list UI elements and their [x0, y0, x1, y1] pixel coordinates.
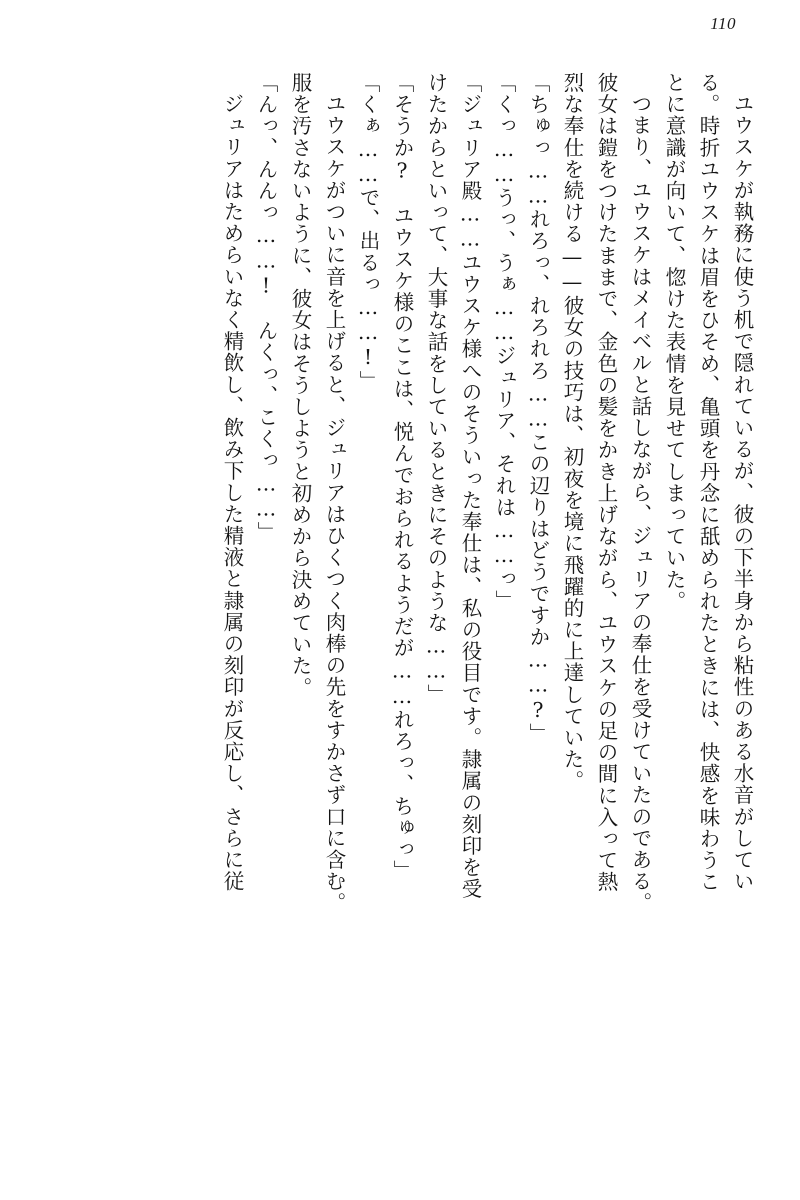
text-line: 「くぁ……で、出るっ……!」 — [356, 72, 380, 392]
text-line: つまり、ユウスケはメイベルと話しながら、ジュリアの奉仕を受けていたのである。 — [628, 93, 652, 914]
text-line: 服を汚さないように、彼女はそうしようと初めから決めていた。 — [288, 72, 312, 699]
text-line: 「んっ、んんっ……! んくっ、こくっ……」 — [254, 72, 278, 544]
text-line: 「くっ……うっ、うぁ……ジュリア、それは……っ」 — [492, 72, 516, 612]
text-line: ユウスケがついに音を上げると、ジュリアはひくつく肉棒の先をすかさず口に含む。 — [322, 93, 346, 914]
text-line: 「ちゅっ……れろっ、れろれろ……この辺りはどうですか……?」 — [526, 72, 550, 745]
text-line: 彼女は鎧をつけたままで、金色の髪をかき上げながら、ユウスケの足の間に入って熱 — [594, 72, 618, 893]
body-text-block — [40, 72, 752, 1160]
text-line: ジュリアはためらいなく精飲し、飲み下した精液と隷属の刻印が反応し、さらに従 — [220, 93, 244, 893]
text-line: とに意識が向いて、惚けた表情を見せてしまっていた。 — [662, 72, 686, 612]
text-line: 「そうか? ユウスケ様のここは、悦んでおられるようだが……れろっ、ちゅっ」 — [390, 72, 414, 882]
text-line: 烈な奉仕を続ける——彼女の技巧は、初夜を境に飛躍的に上達していた。 — [560, 72, 584, 792]
text-line: 「ジュリア殿……ユウスケ様へのそういった奉仕は、私の役目です。隷属の刻印を受 — [458, 72, 482, 900]
text-line: る。時折ユウスケは眉をひそめ、亀頭を丹念に舐められたときには、快感を味わうこ — [696, 72, 720, 893]
text-line: けたからといって、大事な話をしているときにそのような……」 — [424, 72, 448, 706]
page-number: 110 — [710, 14, 736, 33]
text-line: ユウスケが執務に使う机で隠れているが、彼の下半身から粘性のある水音がしてい — [730, 93, 754, 893]
